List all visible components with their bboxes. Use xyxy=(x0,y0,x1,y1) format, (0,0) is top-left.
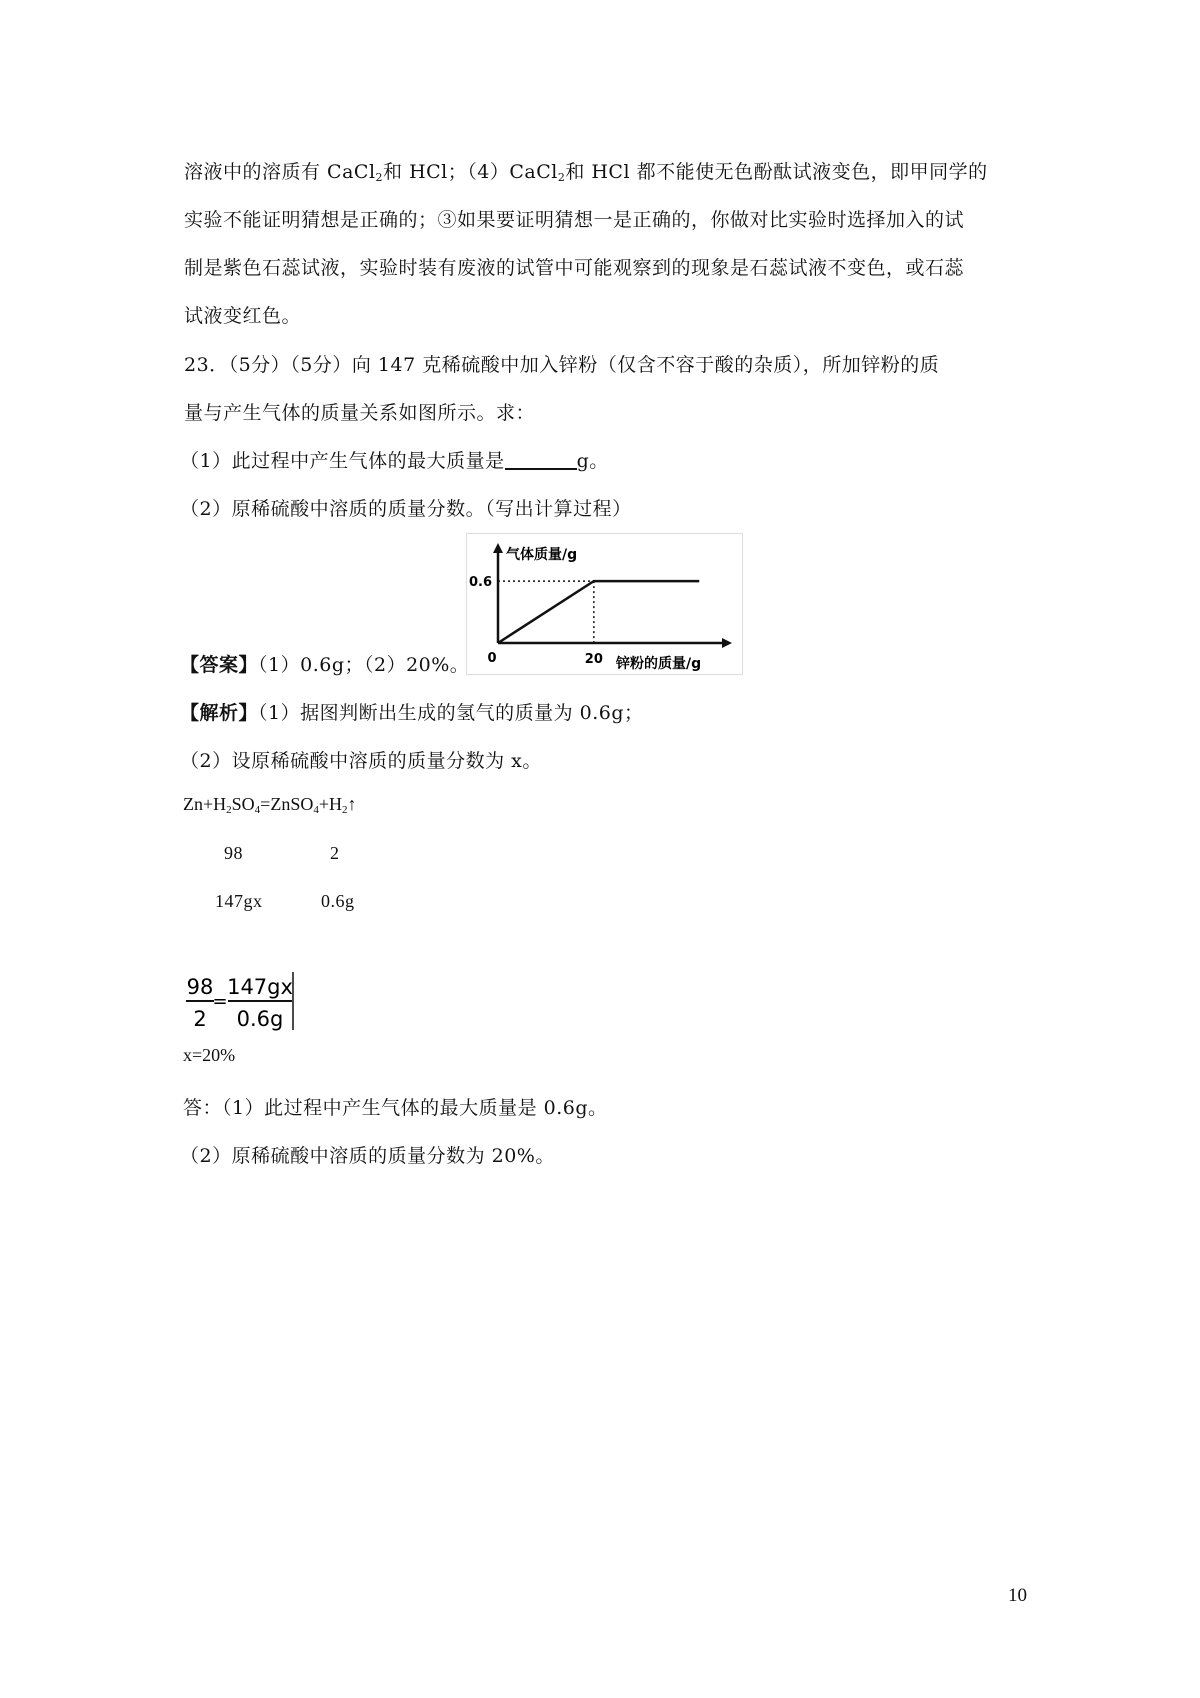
fraction-numerator-1: 98 xyxy=(186,975,214,999)
fraction-numerator-2: 147gx xyxy=(227,975,293,999)
fraction-equation xyxy=(182,970,296,1032)
paragraph-line-2: 实验不能证明猜想是正确的；③如果要证明猜想一是正确的，你做对比实验时选择加入的试 xyxy=(184,209,965,231)
paragraph-line-3: 制是紫色石蕊试液，实验时装有废液的试管中可能观察到的现象是石蕊试液不变色，或石蕊 xyxy=(184,257,965,279)
text: =ZnSO xyxy=(260,794,314,814)
analysis-label: 【解析】 xyxy=(180,702,259,724)
value-147gx: 147gx xyxy=(215,891,263,911)
analysis-text: （1）据图判断出生成的氢气的质量为 0.6g； xyxy=(258,702,644,724)
subscript: 4 xyxy=(313,804,319,816)
up-arrow-icon: ↑ xyxy=(347,794,357,814)
question-line-2: 量与产生气体的质量关系如图所示。求： xyxy=(184,402,536,424)
text: 溶液中的溶质有 CaCl xyxy=(184,161,376,183)
subscript: 2 xyxy=(341,804,348,816)
conclusion-line-1: 答：（1）此过程中产生气体的最大质量是 0.6g。 xyxy=(183,1097,608,1119)
equals-sign: = xyxy=(212,991,228,1012)
text: 和 HCl；（4）CaCl xyxy=(383,161,558,183)
conclusion-line-2: （2）原稀硫酸中溶质的质量分数为 20%。 xyxy=(180,1145,555,1167)
text: （1）此过程中产生气体的最大质量是 xyxy=(180,450,505,472)
answer-blank xyxy=(505,450,577,470)
subscript: 4 xyxy=(254,804,261,816)
answer-line xyxy=(180,650,469,677)
question-part-1 xyxy=(180,446,609,473)
text: SO xyxy=(231,794,255,814)
y-axis-label: 气体质量/g xyxy=(506,547,578,563)
fraction-denominator-2: 0.6g xyxy=(236,1007,284,1031)
paragraph-line-1 xyxy=(184,157,988,184)
analysis-line-1 xyxy=(180,698,644,725)
result-line: x=20% xyxy=(183,1045,236,1065)
subscript: 2 xyxy=(226,804,232,816)
molar-mass-2: 2 xyxy=(330,843,340,863)
text: +H xyxy=(318,794,342,814)
text: g。 xyxy=(576,450,609,472)
molar-mass-98: 98 xyxy=(224,843,243,863)
x-axis-label: 锌粉的质量/g xyxy=(616,656,702,672)
origin-label: 0 xyxy=(487,651,497,666)
text: 和 HCl 都不能使无色酚酞试液变色，即甲同学的 xyxy=(565,161,988,183)
subscript: 2 xyxy=(375,171,384,184)
answer-label: 【答案】 xyxy=(180,654,259,676)
question-line-1: 23．（5分）（5分）向 147 克稀硫酸中加入锌粉（仅含不容于酸的杂质），所加锌粉的质 xyxy=(184,354,940,376)
answer-text: （1）0.6g；（2）20%。 xyxy=(258,654,470,676)
gas-mass-chart xyxy=(466,533,743,675)
value-0-6g: 0.6g xyxy=(321,891,355,911)
text: Zn+H xyxy=(183,794,227,814)
subscript: 2 xyxy=(557,171,566,184)
question-part-2: （2）原稀硫酸中溶质的质量分数。（写出计算过程） xyxy=(180,498,632,520)
chemical-equation xyxy=(183,794,356,816)
x-tick-label: 20 xyxy=(584,652,603,667)
y-tick-label: 0.6 xyxy=(468,575,492,591)
page-number: 10 xyxy=(1008,1585,1027,1606)
paragraph-line-4: 试液变红色。 xyxy=(184,305,302,327)
analysis-line-2: （2）设原稀硫酸中溶质的质量分数为 x。 xyxy=(180,750,542,772)
fraction-denominator-1: 2 xyxy=(193,1007,207,1031)
